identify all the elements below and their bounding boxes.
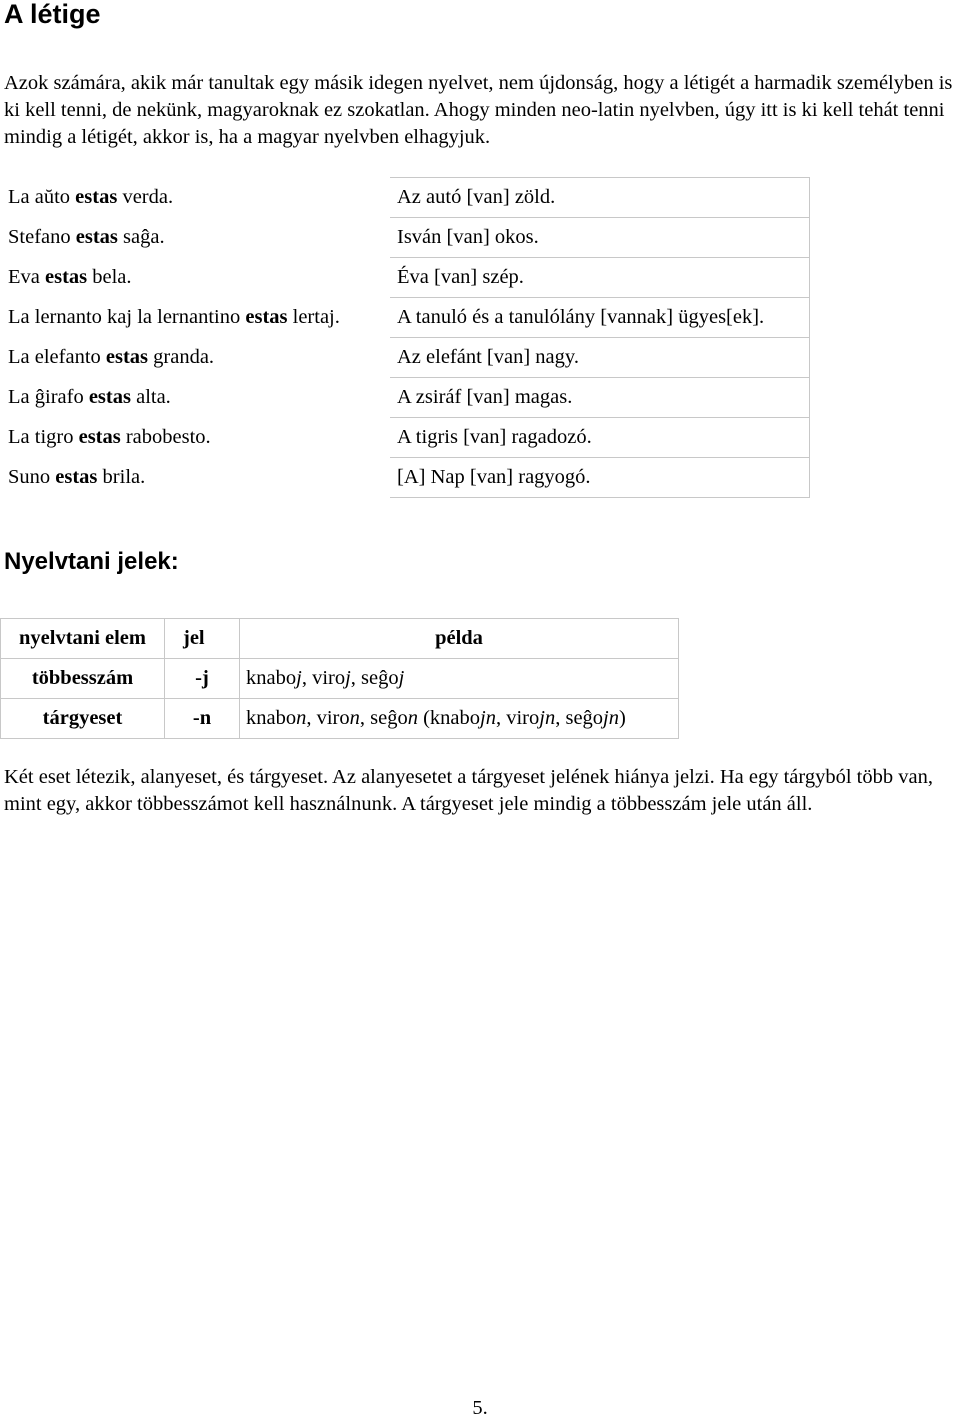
example-hungarian-cell: A tigris [van] ragadozó. [390,418,810,458]
example-esperanto-subject: Eva [8,266,45,288]
example-esperanto-subject: Stefano [8,226,76,248]
intro-paragraph: Azok számára, akik már tanultak egy másik idegen nyelvet, nem újdonság, hogy a létigét a harmadik személyben is ki kell tenni, de nekünk, magyaroknak ez szokatlan. Ahogy minden neo-latin nyelvben, úgy itt is ki kell tehát tenni mindig a létigét, akkor is, ha a magyar nyelvben elhagyjuk. [4,72,953,148]
grammar-element-cell: tárgyeset [1,699,165,739]
grammar-header-mark: jel [165,619,240,659]
section-title: Nyelvtani jelek: [4,548,179,575]
grammar-header-row [1,619,679,659]
example-esperanto-predicate: saĝa. [117,226,165,248]
example-hungarian-cell: Az autó [van] zöld. [390,178,810,218]
grammar-example-text: knabo [246,667,297,689]
grammar-element-cell: többesszám [1,659,165,699]
example-esperanto-predicate: verda. [117,186,174,208]
example-hungarian-cell: A zsiráf [van] magas. [390,378,810,418]
grammar-mark-cell: -n [165,699,240,739]
grammar-example-text: , seĝo [350,667,399,689]
grammar-example-text: , seĝo [359,707,408,729]
example-esperanto-predicate: rabobesto. [120,426,211,448]
grammar-example-text: , viro [301,667,346,689]
closing-paragraph: Két eset létezik, alanyeset, és tárgyeset. Az alanyesetet a tárgyeset jelének hiánya jelzi. Ha egy tárgyból több van, mint egy, akkor többesszámot kell használnunk. A tárgyeset jele mindig a többesszám jele után áll. [4,766,933,815]
page-title: A létige [4,0,101,29]
example-esperanto-cell [1,338,390,378]
example-esperanto-cell [1,458,390,498]
example-esperanto-verb: estas [245,306,288,328]
page-number: 5. [472,1397,488,1419]
example-esperanto-verb: estas [88,386,131,408]
grammar-example-text: , viro [495,707,540,729]
example-row [1,258,810,298]
grammar-example-text: (knabo [417,707,481,729]
example-esperanto-verb: estas [75,226,118,248]
grammar-table [0,618,679,739]
grammar-example-ending: jn [603,707,619,729]
example-esperanto-verb: estas [45,266,88,288]
grammar-example-ending: j [296,667,302,689]
grammar-example-ending: n [349,707,360,729]
example-esperanto-cell [1,378,390,418]
grammar-example-cell [240,659,679,699]
grammar-row [1,659,679,699]
example-esperanto-cell [1,418,390,458]
example-row [1,178,810,218]
example-esperanto-subject: Suno [8,466,56,488]
example-esperanto-verb: estas [78,426,121,448]
grammar-example-text: ) [619,707,626,729]
example-esperanto-predicate: alta. [130,386,171,408]
grammar-header-example: példa [240,619,679,659]
grammar-row [1,699,679,739]
example-row [1,218,810,258]
example-esperanto-predicate: bela. [87,266,132,288]
grammar-example-ending: j [398,667,405,689]
example-row [1,458,810,498]
examples-table-body [1,178,810,498]
example-row [1,338,810,378]
example-row [1,298,810,338]
examples-table [0,177,810,498]
grammar-example-cell [240,699,679,739]
example-esperanto-subject: La elefanto [8,346,106,368]
example-hungarian-cell: Éva [van] szép. [390,258,810,298]
example-esperanto-subject: La ĝirafo [8,386,89,408]
example-esperanto-subject: La lernanto kaj la lernantino [8,306,246,328]
example-row [1,378,810,418]
grammar-table-body [1,659,679,739]
grammar-example-ending: n [407,707,418,729]
example-esperanto-verb: estas [75,186,118,208]
example-esperanto-subject: La tigro [8,426,79,448]
example-esperanto-subject: La aŭto [8,186,76,208]
example-esperanto-cell [1,258,390,298]
example-esperanto-predicate: granda. [148,346,215,368]
grammar-example-ending: j [345,667,351,689]
example-esperanto-verb: estas [55,466,98,488]
grammar-example-ending: jn [539,707,556,729]
example-row [1,418,810,458]
grammar-example-text: knabo [246,707,297,729]
grammar-example-text: , seĝo [555,707,604,729]
example-esperanto-predicate: lertaj. [287,306,340,328]
example-esperanto-verb: estas [105,346,149,368]
example-hungarian-cell: [A] Nap [van] ragyogó. [390,458,810,498]
grammar-header-element: nyelvtani elem [1,619,165,659]
example-esperanto-predicate: brila. [97,466,146,488]
grammar-example-ending: jn [480,707,496,729]
example-esperanto-cell [1,218,390,258]
grammar-mark-cell: -j [165,659,240,699]
grammar-example-ending: n [296,707,307,729]
grammar-example-text: , viro [306,707,350,729]
example-esperanto-cell [1,298,390,338]
example-hungarian-cell: A tanuló és a tanulólány [vannak] ügyes[ek]. [390,298,810,338]
example-esperanto-cell [1,178,390,218]
example-hungarian-cell: Isván [van] okos. [390,218,810,258]
example-hungarian-cell: Az elefánt [van] nagy. [390,338,810,378]
